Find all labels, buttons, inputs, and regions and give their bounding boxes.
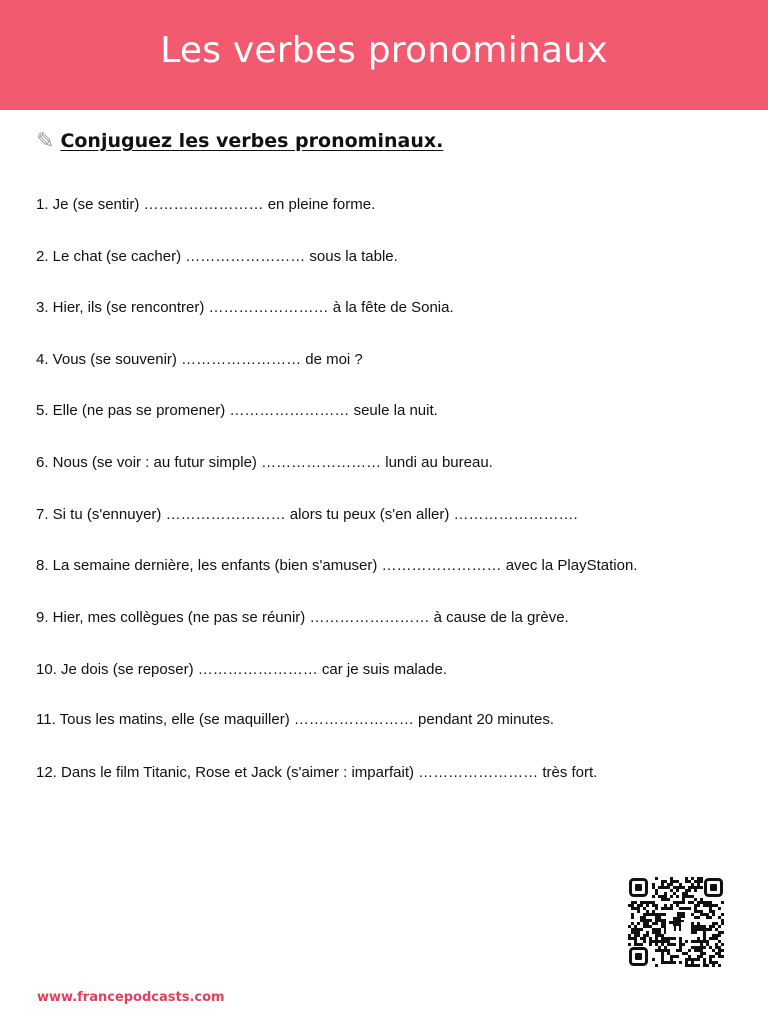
exercise-item-11: 11. Tous les matins, elle (se maquiller) …………………… pendant 20 minutes. <box>36 711 554 728</box>
qr-code[interactable] <box>628 877 724 967</box>
exercise-item-3: 3. Hier, ils (se rencontrer) …………………… à la fête de Sonia. <box>36 299 454 316</box>
exercise-item-2: 2. Le chat (se cacher) …………………… sous la table. <box>36 248 398 265</box>
exercise-item-5: 5. Elle (ne pas se promener) …………………… seule la nuit. <box>36 402 438 419</box>
footer-website-link[interactable]: www.francepodcasts.com <box>37 990 225 1005</box>
instruction-heading <box>36 124 443 158</box>
exercise-item-9: 9. Hier, mes collègues (ne pas se réunir) …………………… à cause de la grève. <box>36 609 569 626</box>
exercise-item-12: 12. Dans le film Titanic, Rose et Jack (s'aimer : imparfait) …………………… très fort. <box>36 764 598 781</box>
exercise-item-1: 1. Je (se sentir) …………………… en pleine forme. <box>36 196 376 213</box>
exercise-item-4: 4. Vous (se souvenir) …………………… de moi ? <box>36 351 363 368</box>
exercise-item-8: 8. La semaine dernière, les enfants (bien s'amuser) …………………… avec la PlayStation. <box>36 557 638 574</box>
exercise-item-6: 6. Nous (se voir : au futur simple) …………………… lundi au bureau. <box>36 454 493 471</box>
pencil-icon: ✎ <box>36 128 55 153</box>
exercise-item-10: 10. Je dois (se reposer) …………………… car je suis malade. <box>36 661 447 678</box>
instruction-text: Conjuguez les verbes pronominaux. <box>60 130 444 152</box>
header-banner <box>0 0 768 110</box>
exercise-item-7: 7. Si tu (s'ennuyer) …………………… alors tu peux (s'en aller) ……………………. <box>36 506 578 523</box>
page-title: Les verbes pronominaux <box>160 29 608 71</box>
